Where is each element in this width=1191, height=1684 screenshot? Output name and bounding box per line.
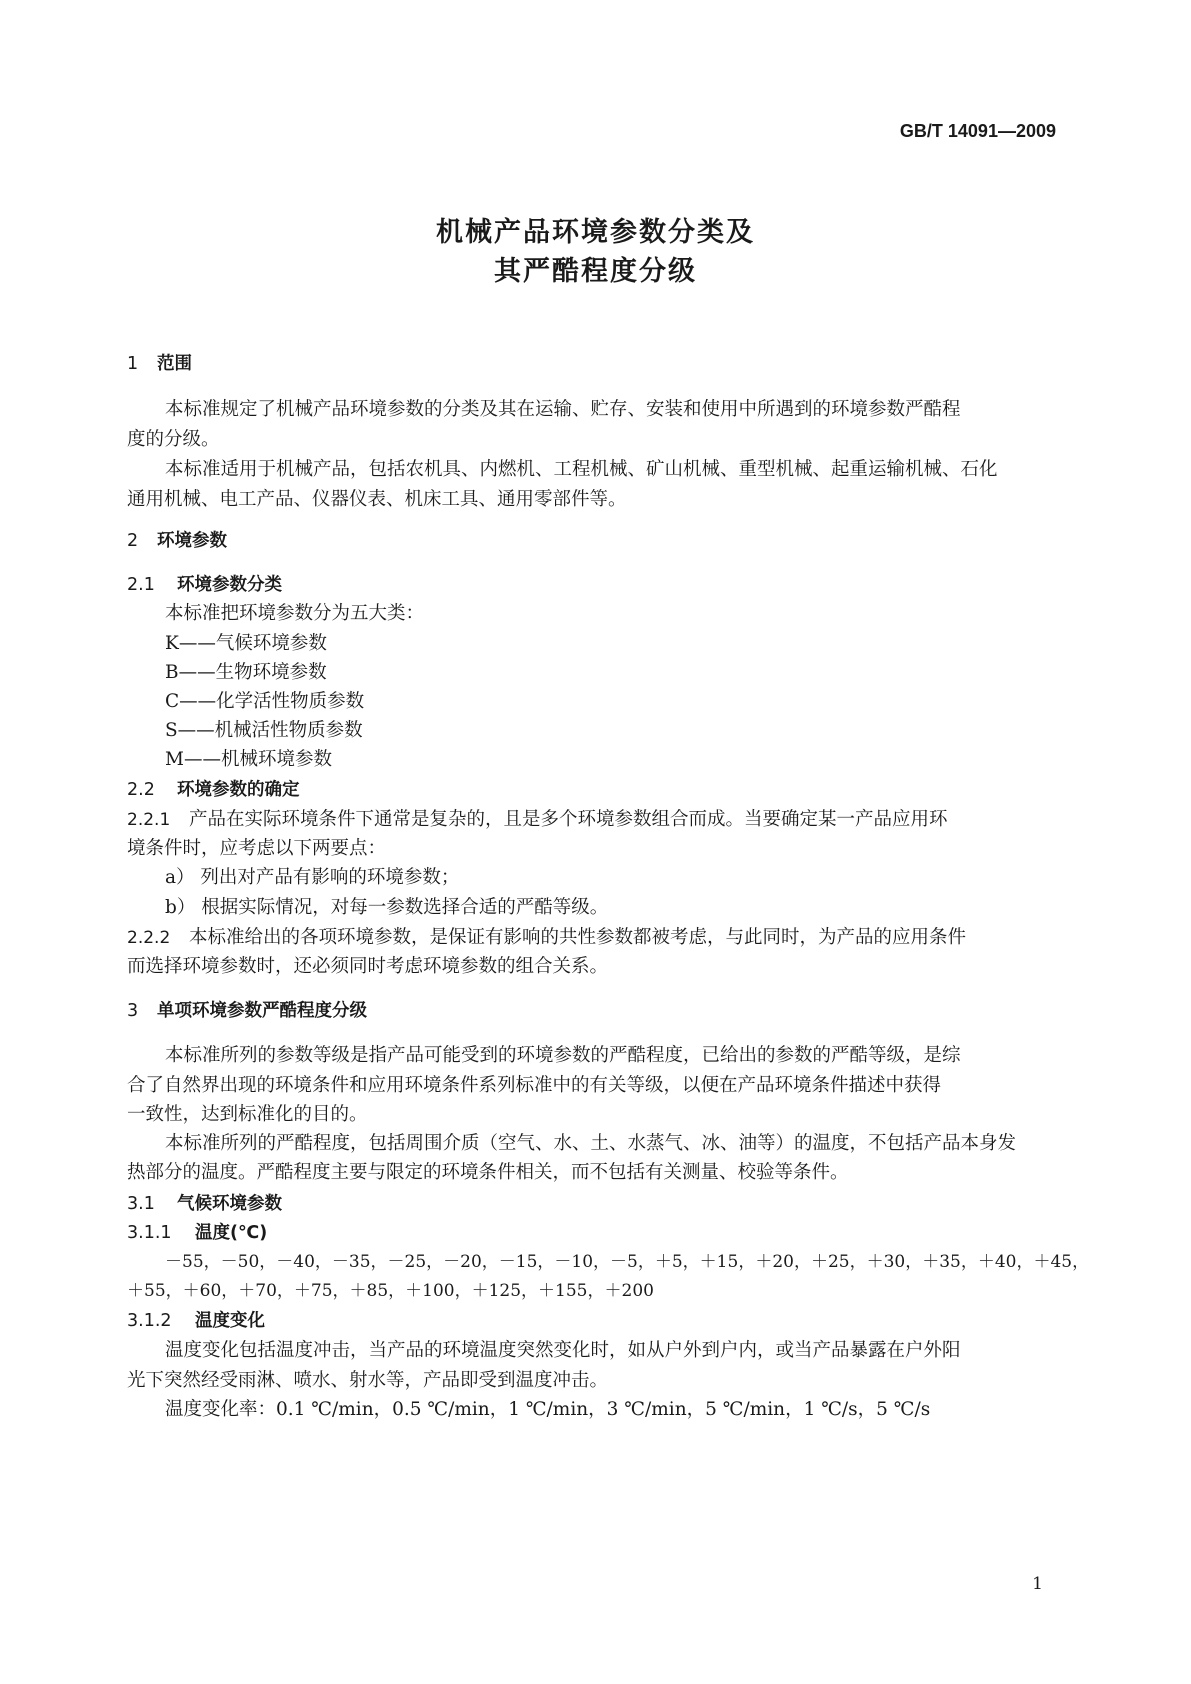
section-2-1-heading — [127, 572, 282, 598]
section-title: 环境参数 — [157, 531, 227, 551]
section-1-heading — [127, 351, 192, 377]
section-number: 1 — [127, 354, 139, 374]
section-3-1-heading — [127, 1191, 282, 1217]
temperature-values-line: ＋55，＋60，＋70，＋75，＋85，＋100，＋125，＋155，＋200 — [127, 1281, 654, 1301]
paragraph-line: 本标准适用于机械产品，包括农机具、内燃机、工程机械、矿山机械、重型机械、起重运输机械、石化 — [165, 459, 998, 480]
page-number: 1 — [1032, 1574, 1043, 1594]
paragraph-line: 通用机械、电工产品、仪器仪表、机床工具、通用零部件等。 — [127, 489, 627, 510]
section-number: 3.1 — [127, 1194, 155, 1214]
paragraph-line: 度的分级。 — [127, 429, 220, 450]
document-title-line-2: 其严酷程度分级 — [494, 256, 697, 287]
clause-number: 2.2.2 — [127, 928, 171, 948]
paragraph-line: 而选择环境参数时，还必须同时考虑环境参数的组合关系。 — [127, 956, 609, 977]
paragraph-line: 热部分的温度。严酷程度主要与限定的环境条件相关，而不包括有关测量、校验等条件。 — [127, 1162, 849, 1183]
section-number: 3 — [127, 1001, 139, 1021]
section-title: 范围 — [157, 354, 192, 374]
clause-number: 2.2.1 — [127, 810, 171, 830]
paragraph-line — [127, 807, 948, 833]
temperature-values-line: －55，－50，－40，－35，－25，－20，－15，－10，－5，＋5，＋15，＋20，＋25，＋30，＋35，＋40，＋45， — [165, 1252, 1090, 1272]
list-item: M——机械环境参数 — [165, 749, 332, 770]
section-2-heading — [127, 528, 227, 554]
paragraph-line: 温度变化包括温度冲击，当产品的环境温度突然变化时，如从户外到户内，或当产品暴露在户外阳 — [165, 1340, 961, 1361]
section-title: 环境参数的确定 — [177, 780, 300, 800]
section-number: 3.1.1 — [127, 1223, 172, 1243]
list-item: K——气候环境参数 — [165, 633, 327, 654]
section-number: 2.1 — [127, 575, 155, 595]
paragraph-line: 境条件时，应考虑以下两要点： — [127, 838, 387, 859]
document-title-line-1: 机械产品环境参数分类及 — [436, 217, 755, 248]
section-3-1-2-heading — [127, 1308, 265, 1334]
list-item: S——机械活性物质参数 — [165, 720, 363, 741]
temperature-change-rate-line: 温度变化率：0.1 ℃/min，0.5 ℃/min，1 ℃/min，3 ℃/min，5 ℃/min，1 ℃/s，5 ℃/s — [165, 1399, 931, 1420]
paragraph-line: 一致性，达到标准化的目的。 — [127, 1104, 368, 1125]
list-item: C——化学活性物质参数 — [165, 691, 365, 712]
section-title: 环境参数分类 — [177, 575, 282, 595]
section-title: 气候环境参数 — [177, 1194, 282, 1214]
section-3-1-1-heading — [127, 1220, 267, 1246]
paragraph-line: 本标准把环境参数分为五大类： — [165, 603, 425, 624]
list-item: b） 根据实际情况，对每一参数选择合适的严酷等级。 — [165, 897, 609, 918]
paragraph-line: 合了自然界出现的环境条件和应用环境条件系列标准中的有关等级，以便在产品环境条件描述中获得 — [127, 1075, 942, 1096]
paragraph-line: 本标准规定了机械产品环境参数的分类及其在运输、贮存、安装和使用中所遇到的环境参数严酷程 — [165, 399, 961, 420]
section-number: 2.2 — [127, 780, 155, 800]
section-title: 温度变化 — [195, 1311, 265, 1331]
clause-text: 产品在实际环境条件下通常是复杂的，且是多个环境参数组合而成。当要确定某一产品应用环 — [189, 809, 948, 830]
section-3-heading — [127, 998, 367, 1024]
paragraph-line: 本标准所列的参数等级是指产品可能受到的环境参数的严酷程度，已给出的参数的严酷等级，是综 — [165, 1045, 961, 1066]
paragraph-line: 本标准所列的严酷程度，包括周围介质（空气、水、土、水蒸气、冰、油等）的温度，不包括产品本身发 — [165, 1133, 1017, 1154]
section-number: 2 — [127, 531, 139, 551]
list-item: B——生物环境参数 — [165, 662, 327, 683]
paragraph-line — [127, 925, 966, 951]
section-title: 温度(℃) — [195, 1223, 268, 1243]
section-number: 3.1.2 — [127, 1311, 172, 1331]
section-2-2-heading — [127, 777, 300, 803]
list-item: a） 列出对产品有影响的环境参数； — [165, 867, 460, 888]
standard-number: GB/T 14091—2009 — [899, 121, 1056, 141]
clause-text: 本标准给出的各项环境参数，是保证有影响的共性参数都被考虑，与此同时，为产品的应用条件 — [189, 927, 967, 948]
section-title: 单项环境参数严酷程度分级 — [157, 1001, 367, 1021]
paragraph-line: 光下突然经受雨淋、喷水、射水等，产品即受到温度冲击。 — [127, 1370, 609, 1391]
